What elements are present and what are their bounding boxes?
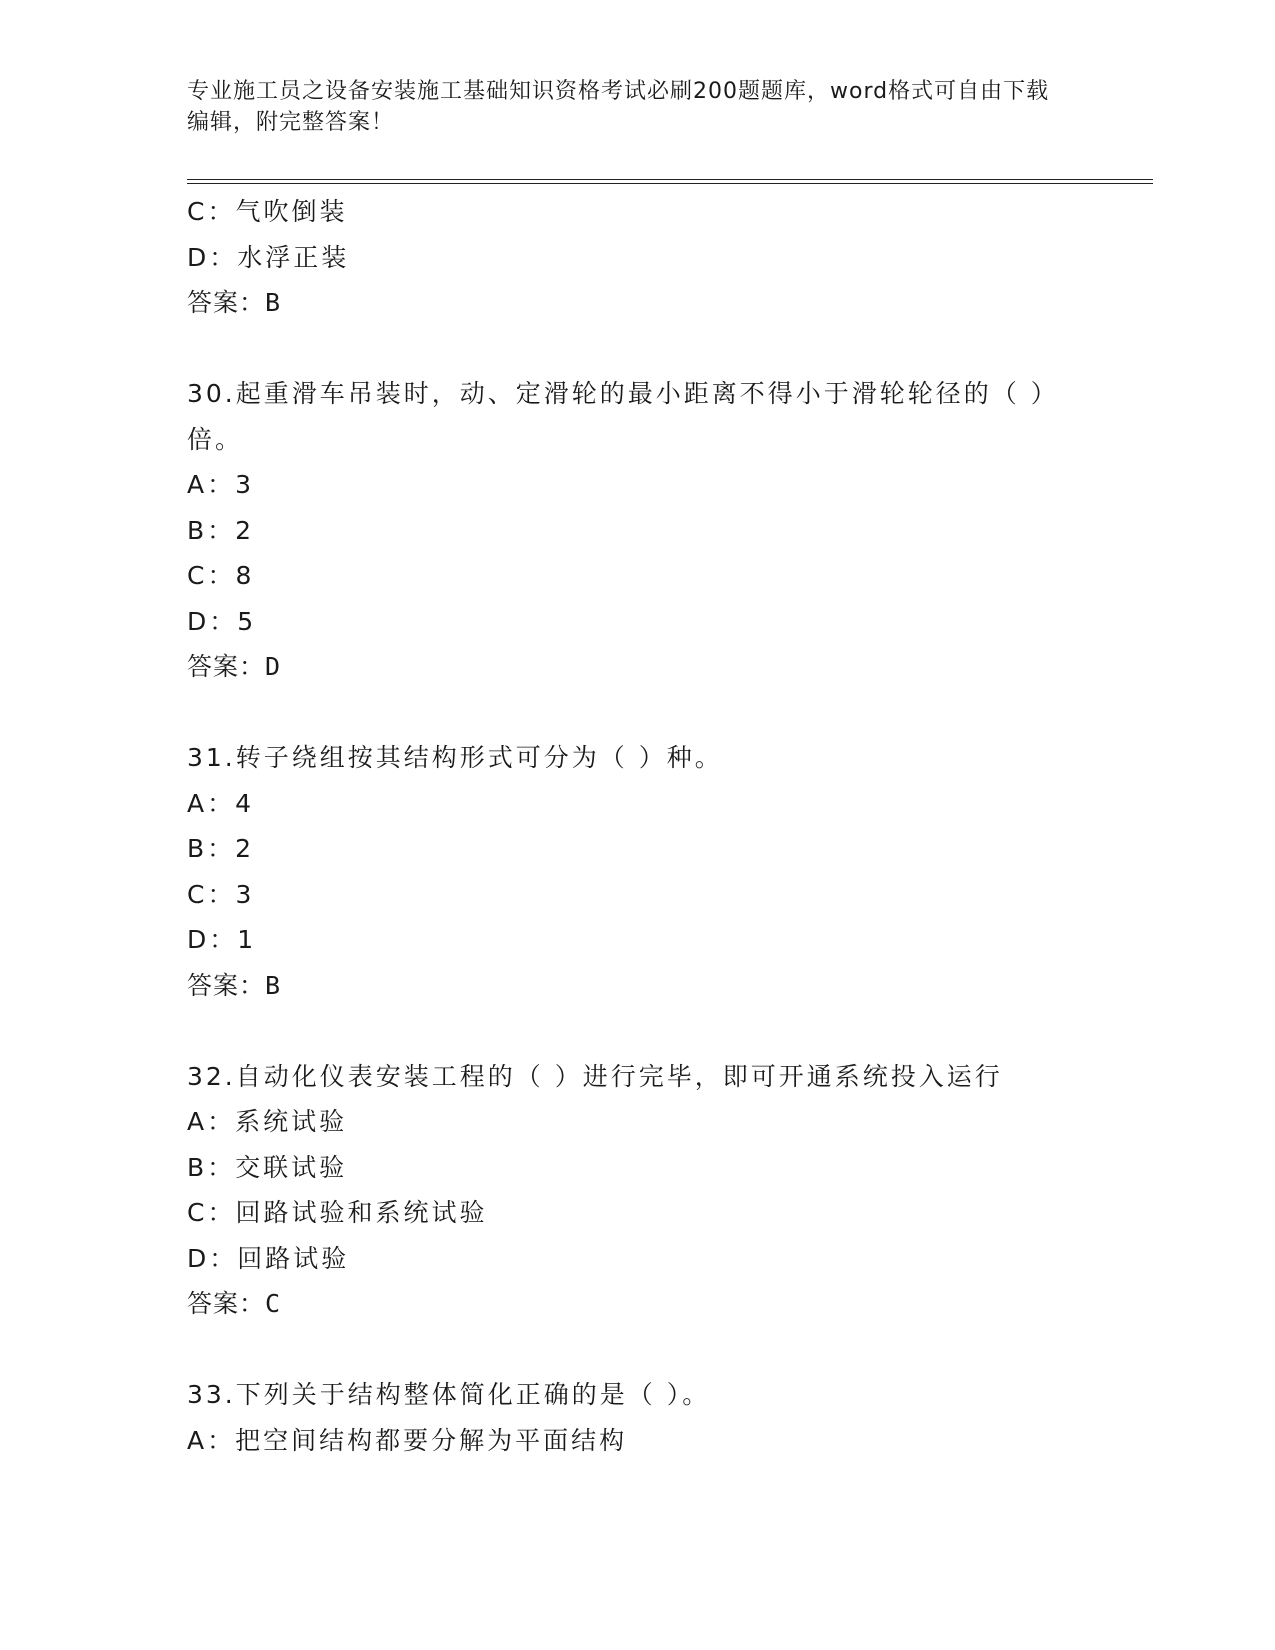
option-label: C： bbox=[187, 561, 236, 590]
option-label: A： bbox=[187, 1107, 236, 1136]
question-text bbox=[187, 371, 1047, 462]
option-label: B： bbox=[187, 834, 236, 863]
answer-line bbox=[187, 1281, 1067, 1327]
option-text: 8 bbox=[235, 561, 255, 590]
option-label: D： bbox=[187, 606, 238, 636]
spacer bbox=[187, 690, 1067, 736]
option-text: 3 bbox=[235, 470, 255, 499]
question-text bbox=[187, 735, 1047, 781]
answer-line bbox=[187, 280, 1067, 326]
question-body: 下列关于结构整体简化正确的是（ ）。 bbox=[235, 1380, 711, 1409]
option-line bbox=[187, 1099, 1067, 1145]
spacer bbox=[187, 1008, 1067, 1054]
option-line bbox=[187, 599, 1067, 645]
option-text: 回路试验 bbox=[237, 1243, 350, 1273]
question-number: 31. bbox=[187, 743, 236, 772]
spacer bbox=[187, 326, 1067, 372]
header-rule-top bbox=[187, 179, 1153, 180]
option-text: 2 bbox=[235, 515, 255, 545]
option-line bbox=[187, 235, 1067, 281]
option-text: 水浮正装 bbox=[237, 242, 350, 272]
header-title: 专业施工员之设备安装施工基础知识资格考试必刷200题题库，word格式可自由下载编辑，附完整答案！ bbox=[187, 79, 1050, 135]
option-line bbox=[187, 781, 1067, 827]
option-line bbox=[187, 1236, 1067, 1282]
option-line bbox=[187, 872, 1067, 918]
option-label: D： bbox=[187, 925, 238, 954]
option-text: 交联试验 bbox=[235, 1152, 348, 1182]
option-label: D： bbox=[187, 242, 238, 272]
answer-line bbox=[187, 644, 1067, 690]
option-label: B： bbox=[187, 515, 236, 545]
option-line bbox=[187, 189, 1067, 235]
answer-line bbox=[187, 963, 1067, 1009]
option-text: 1 bbox=[237, 925, 257, 954]
document-header bbox=[187, 76, 1067, 138]
option-label: A： bbox=[187, 788, 236, 818]
option-line bbox=[187, 1145, 1067, 1191]
option-text: 把空间结构都要分解为平面结构 bbox=[235, 1425, 628, 1455]
answer-label: 答案： bbox=[187, 288, 266, 317]
question-number: 32. bbox=[187, 1061, 236, 1091]
answer-value: B bbox=[265, 970, 282, 1000]
option-text: 3 bbox=[235, 879, 255, 909]
answer-value: D bbox=[265, 652, 282, 681]
option-label: A： bbox=[187, 470, 236, 499]
option-label: C： bbox=[187, 1198, 236, 1227]
option-text: 5 bbox=[237, 606, 257, 636]
question-body: 转子绕组按其结构形式可分为（ ）种。 bbox=[235, 743, 723, 772]
option-label: A： bbox=[187, 1425, 236, 1455]
option-text: 回路试验和系统试验 bbox=[235, 1198, 488, 1227]
question-body: 起重滑车吊装时，动、定滑轮的最小距离不得小于滑轮轮径的（ ）倍。 bbox=[187, 379, 1047, 454]
question-text bbox=[187, 1054, 1047, 1100]
option-line bbox=[187, 1418, 1067, 1464]
answer-label: 答案： bbox=[187, 1289, 266, 1318]
question-body: 自动化仪表安装工程的（ ）进行完毕，即可开通系统投入运行 bbox=[235, 1061, 1003, 1091]
answer-label: 答案： bbox=[187, 652, 266, 681]
answer-value: C bbox=[265, 1289, 282, 1318]
header-rule-bottom bbox=[187, 183, 1153, 184]
answer-value: B bbox=[265, 288, 282, 317]
option-line bbox=[187, 826, 1067, 872]
option-line bbox=[187, 462, 1067, 508]
option-line bbox=[187, 917, 1067, 963]
question-number: 30. bbox=[187, 379, 236, 408]
option-text: 气吹倒装 bbox=[235, 197, 348, 226]
option-label: C： bbox=[187, 879, 236, 909]
option-label: C： bbox=[187, 197, 236, 226]
option-text: 2 bbox=[235, 834, 255, 863]
option-line bbox=[187, 553, 1067, 599]
option-line bbox=[187, 508, 1067, 554]
option-text: 4 bbox=[235, 788, 255, 818]
answer-label: 答案： bbox=[187, 970, 266, 1000]
question-text bbox=[187, 1372, 1047, 1418]
question-list bbox=[187, 189, 1067, 1463]
option-line bbox=[187, 1190, 1067, 1236]
question-number: 33. bbox=[187, 1380, 236, 1409]
option-label: D： bbox=[187, 1243, 238, 1273]
spacer bbox=[187, 1327, 1067, 1373]
option-text: 系统试验 bbox=[235, 1107, 348, 1136]
option-label: B： bbox=[187, 1152, 236, 1182]
